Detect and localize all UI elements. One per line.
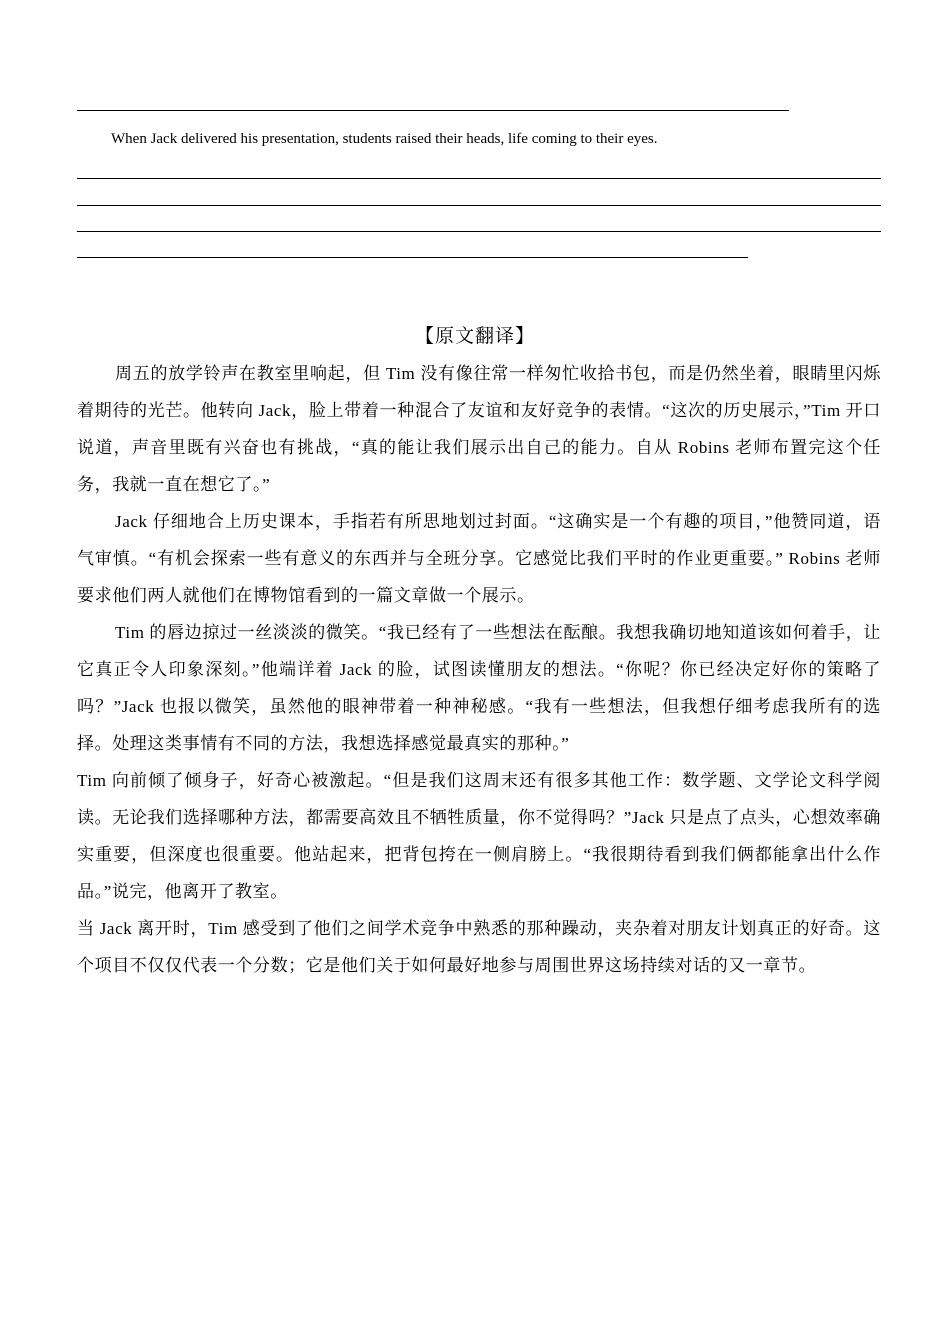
answer-line bbox=[77, 110, 789, 111]
answer-line bbox=[77, 205, 881, 206]
answer-line bbox=[77, 178, 881, 179]
translation-heading: 【原文翻译】 bbox=[414, 326, 535, 347]
translation-body bbox=[77, 355, 881, 984]
translation-paragraph: Jack 仔细地合上历史课本，手指若有所思地划过封面。“这确实是一个有趣的项目，”他赞同道，语气审慎。“有机会探索一些有意义的东西并与全班分享。它感觉比我们平时的作业更重要。” Robins 老师要求他们两人就他们在博物馆看到的一篇文章做一个展示。 bbox=[77, 512, 881, 605]
translation-paragraph: 当 Jack 离开时，Tim 感受到了他们之间学术竞争中熟悉的那种躁动，夹杂着对朋友计划真正的好奇。这个项目不仅仅代表一个分数；它是他们关于如何最好地参与周围世界这场持续对话的又一章节。 bbox=[77, 919, 881, 975]
translation-paragraph: 周五的放学铃声在教室里响起，但 Tim 没有像往常一样匆忙收拾书包，而是仍然坐着，眼睛里闪烁着期待的光芒。他转向 Jack，脸上带着一种混合了友谊和友好竞争的表情。“这次的历史展示，”Tim 开口说道，声音里既有兴奋也有挑战，“真的能让我们展示出自己的能力。自从 Robins 老师布置完这个任务，我就一直在想它了。” bbox=[77, 364, 881, 494]
translation-paragraph: Tim 的唇边掠过一丝淡淡的微笑。“我已经有了一些想法在酝酿。我想我确切地知道该如何着手，让它真正令人印象深刻。”他端详着 Jack 的脸，试图读懂朋友的想法。“你呢？你已经决定好你的策略了吗？”Jack 也报以微笑，虽然他的眼神带着一种神秘感。“我有一些想法，但我想仔细考虑我所有的选择。处理这类事情有不同的方法，我想选择感觉最真实的那种。” bbox=[77, 623, 881, 753]
answer-line bbox=[77, 257, 748, 258]
continuation-prompt: When Jack delivered his presentation, students raised their heads, life coming to their eyes. bbox=[111, 131, 658, 147]
answer-line bbox=[77, 231, 881, 232]
translation-paragraph: Tim 向前倾了倾身子，好奇心被激起。“但是我们这周末还有很多其他工作：数学题、文学论文科学阅读。无论我们选择哪种方法，都需要高效且不牺牲质量，你不觉得吗？”Jack 只是点了点头，心想效率确实重要，但深度也很重要。他站起来，把背包挎在一侧肩膀上。“我很期待看到我们俩都能拿出什么作品。”说完，他离开了教室。 bbox=[77, 771, 881, 901]
